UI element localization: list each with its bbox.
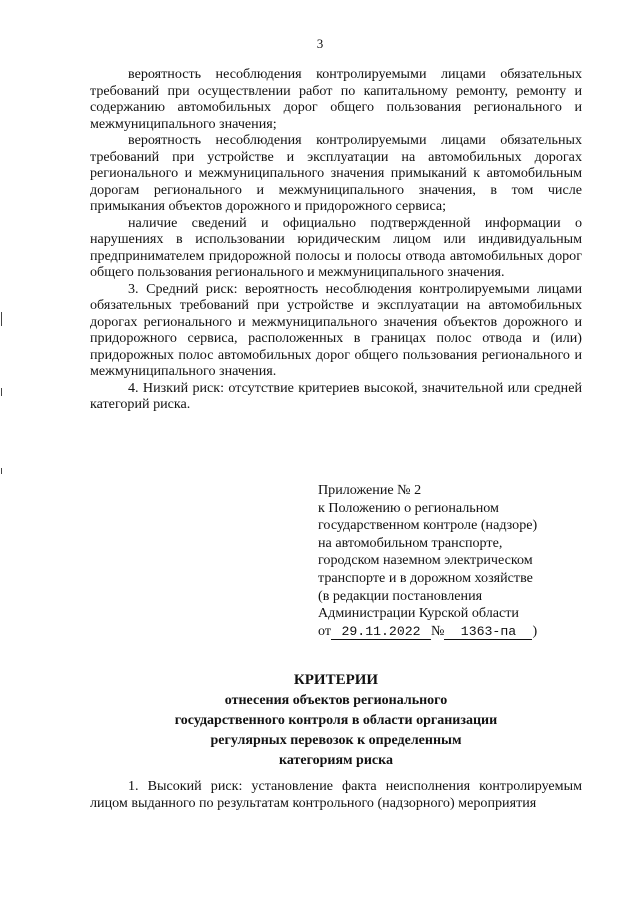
appendix-date-line [318, 623, 588, 641]
appendix-line: городском наземном электрическом [318, 552, 533, 569]
closing-paren: ) [532, 622, 538, 639]
body-text [90, 66, 582, 413]
paragraph: вероятность несоблюдения контролируемыми лицами обязательных требований при устройстве и эксплуатации на автомобильных дорогах регионального и межмуниципального значения примыканий к автомобильным дорогам регионального и межмуниципального значения, в том числе примыкания объектов дорожного и придорожного сервиса; [90, 132, 582, 214]
paragraph: наличие сведений и официально подтвержденной информации о нарушениях в использовании юридическим лицом или индивидуальным предпринимателем придорожной полосы и полосы отвода автомобильных дорог общего пользования регионального и межмуниципального значения. [90, 214, 582, 280]
number-label: № [431, 622, 445, 639]
appendix-block [318, 482, 588, 640]
appendix-line: на автомобильном транспорте, [318, 534, 503, 551]
decree-number: 1363-па [444, 625, 532, 640]
paragraph: 4. Низкий риск: отсутствие критериев высокой, значительной или средней категорий риска. [90, 379, 582, 412]
heading-subtitle-line: регулярных перевозок к определенным [210, 733, 462, 748]
appendix-line: (в редакции постановления [318, 587, 483, 604]
decree-date: 29.11.2022 [331, 625, 431, 640]
appendix-line: Приложение № 2 [318, 482, 422, 498]
appendix-line: государственном контроле (надзоре) [318, 517, 538, 534]
scan-margin-mark [1, 468, 2, 474]
tail-text [90, 778, 582, 812]
page-number: 3 [316, 36, 324, 51]
heading-title: КРИТЕРИИ [293, 672, 379, 688]
criteria-heading [90, 670, 582, 770]
heading-subtitle-line: государственного контроля в области организации [174, 713, 498, 728]
paragraph: 3. Средний риск: вероятность несоблюдения контролируемыми лицами обязательных требований при устройстве и эксплуатации на автомобильных дорогах регионального и межмуниципального значения объектов дорожного и придорожного сервиса, расположенных в границах полос отвода и (или) придорожных полос автомобильных дорог общего пользования регионального и межмуниципального значения. [90, 280, 582, 379]
appendix-line: к Положению о региональном [318, 499, 499, 516]
scan-margin-mark [1, 388, 2, 396]
heading-subtitle-line: отнесения объектов регионального [224, 693, 448, 708]
heading-subtitle-line: категориям риска [279, 753, 393, 768]
appendix-line: Администрации Курской области [318, 605, 519, 622]
appendix-line: транспорте и в дорожном хозяйстве [318, 569, 533, 586]
paragraph: вероятность несоблюдения контролируемыми лицами обязательных требований при осуществлении работ по капитальному ремонту, ремонту и содержанию автомобильных дорог общего пользования регионального и межмуниципального значения; [90, 66, 582, 132]
from-label: от [318, 622, 332, 639]
scan-margin-mark [1, 312, 2, 326]
paragraph: 1. Высокий риск: установление факта неисполнения контролируемым лицом выданного по результатам контрольного (надзорного) мероприятия [90, 778, 582, 811]
